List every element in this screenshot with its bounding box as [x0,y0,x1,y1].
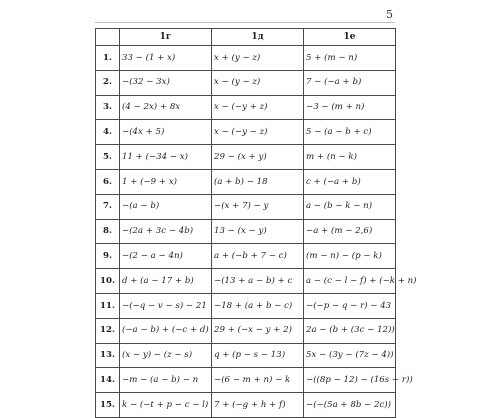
expression-cell: (4 − 2x) + 8x [120,95,212,120]
table-row [96,219,396,244]
expression-cell: −(4x + 5) [120,120,212,145]
table-row [96,70,396,95]
expression-cell: −(a − b) [120,194,212,219]
expression-cell: 29 − (x + y) [212,145,304,170]
row-number: 15. [96,393,120,418]
table-row [96,194,396,219]
row-number: 6. [96,169,120,194]
expression-cell: −((8p − 12) − (16s − r)) [304,368,396,393]
table-row [96,269,396,294]
header-cell-1e: 1е [304,29,396,46]
expression-cell: (−a − b) + (−c + d) [120,318,212,343]
expression-cell: 1 + (−9 + x) [120,169,212,194]
expression-cell: x + (y − z) [212,46,304,71]
table-row [96,46,396,71]
expression-cell: (a + b) − 18 [212,169,304,194]
expression-cell: a + (−b + 7 − c) [212,244,304,269]
expression-cell: a − (c − l − f) + (−k + n) [304,269,396,294]
row-number: 14. [96,368,120,393]
expression-cell: 11 + (−34 − x) [120,145,212,170]
expression-cell: −(32 − 3x) [120,70,212,95]
row-number: 12. [96,318,120,343]
table-row [96,145,396,170]
table-row [96,368,396,393]
header-rule [95,22,395,23]
expression-cell: −(6 − m + n) − k [212,368,304,393]
expression-cell: −(−q − v − s) − 21 [120,293,212,318]
expression-cell: 7 − (−a + b) [304,70,396,95]
header-cell-1g: 1г [120,29,212,46]
expression-cell: −(−p − q − r) − 43 [304,293,396,318]
expression-cell: −(13 + a − b) + c [212,269,304,294]
row-number: 1. [96,46,120,71]
table-body [96,46,417,418]
table-row [96,318,396,343]
expression-cell: m + (n − k) [304,145,396,170]
expression-cell: d + (a − 17 + b) [120,269,212,294]
header-cell-num [96,29,120,46]
expression-cell: −(x + 7) − y [212,194,304,219]
expression-cell: (x − y) − (z − s) [120,343,212,368]
expression-cell: c + (−a + b) [304,169,396,194]
expression-cell: (m − n) − (p − k) [304,244,396,269]
expression-cell: −(2a + 3c − 4b) [120,219,212,244]
expression-cell: q + (p − s − 13) [212,343,304,368]
row-number: 9. [96,244,120,269]
table-row [96,169,396,194]
expression-cell: 5 + (m − n) [304,46,396,71]
expression-cell: −3 − (m + n) [304,95,396,120]
expression-cell: −m − (a − b) − n [120,368,212,393]
row-number: 7. [96,194,120,219]
table-row [96,95,396,120]
expression-cell: −a + (m − 2,6) [304,219,396,244]
expression-cell: −(−(5a + 8b − 2c)) [304,393,396,418]
row-number: 13. [96,343,120,368]
row-number: 4. [96,120,120,145]
expression-cell: 13 − (x − y) [212,219,304,244]
expression-cell: a − (b − k − n) [304,194,396,219]
table-row [96,293,396,318]
row-number: 3. [96,95,120,120]
table-row [96,244,396,269]
row-number: 11. [96,293,120,318]
row-number: 5. [96,145,120,170]
page-number: 5 [386,8,393,21]
row-number: 2. [96,70,120,95]
expression-cell: 5x − (3y − (7z − 4)) [304,343,396,368]
expression-cell: x − (−y − z) [212,120,304,145]
table-row [96,393,396,418]
table-row [96,343,396,368]
expression-cell: x − (−y + z) [212,95,304,120]
expression-cell: 29 + (−x − y + 2) [212,318,304,343]
expression-cell: 33 − (1 + x) [120,46,212,71]
exercise-table [95,28,417,418]
expression-cell: k − (−t + p − c − l) [120,393,212,418]
expression-cell: −(2 − a − 4n) [120,244,212,269]
expression-cell: −18 + (a + b − c) [212,293,304,318]
expression-cell: 7 + (−g + h + f) [212,393,304,418]
header-cell-1d: 1д [212,29,304,46]
table-header-row [96,29,396,46]
expression-cell: 2a − (b + (3c − 12)) [304,318,396,343]
row-number: 8. [96,219,120,244]
table-row [96,120,396,145]
expression-cell: x − (y − z) [212,70,304,95]
row-number: 10. [96,269,120,294]
expression-cell: 5 − (a − b + c) [304,120,396,145]
workbook-page [95,0,417,410]
